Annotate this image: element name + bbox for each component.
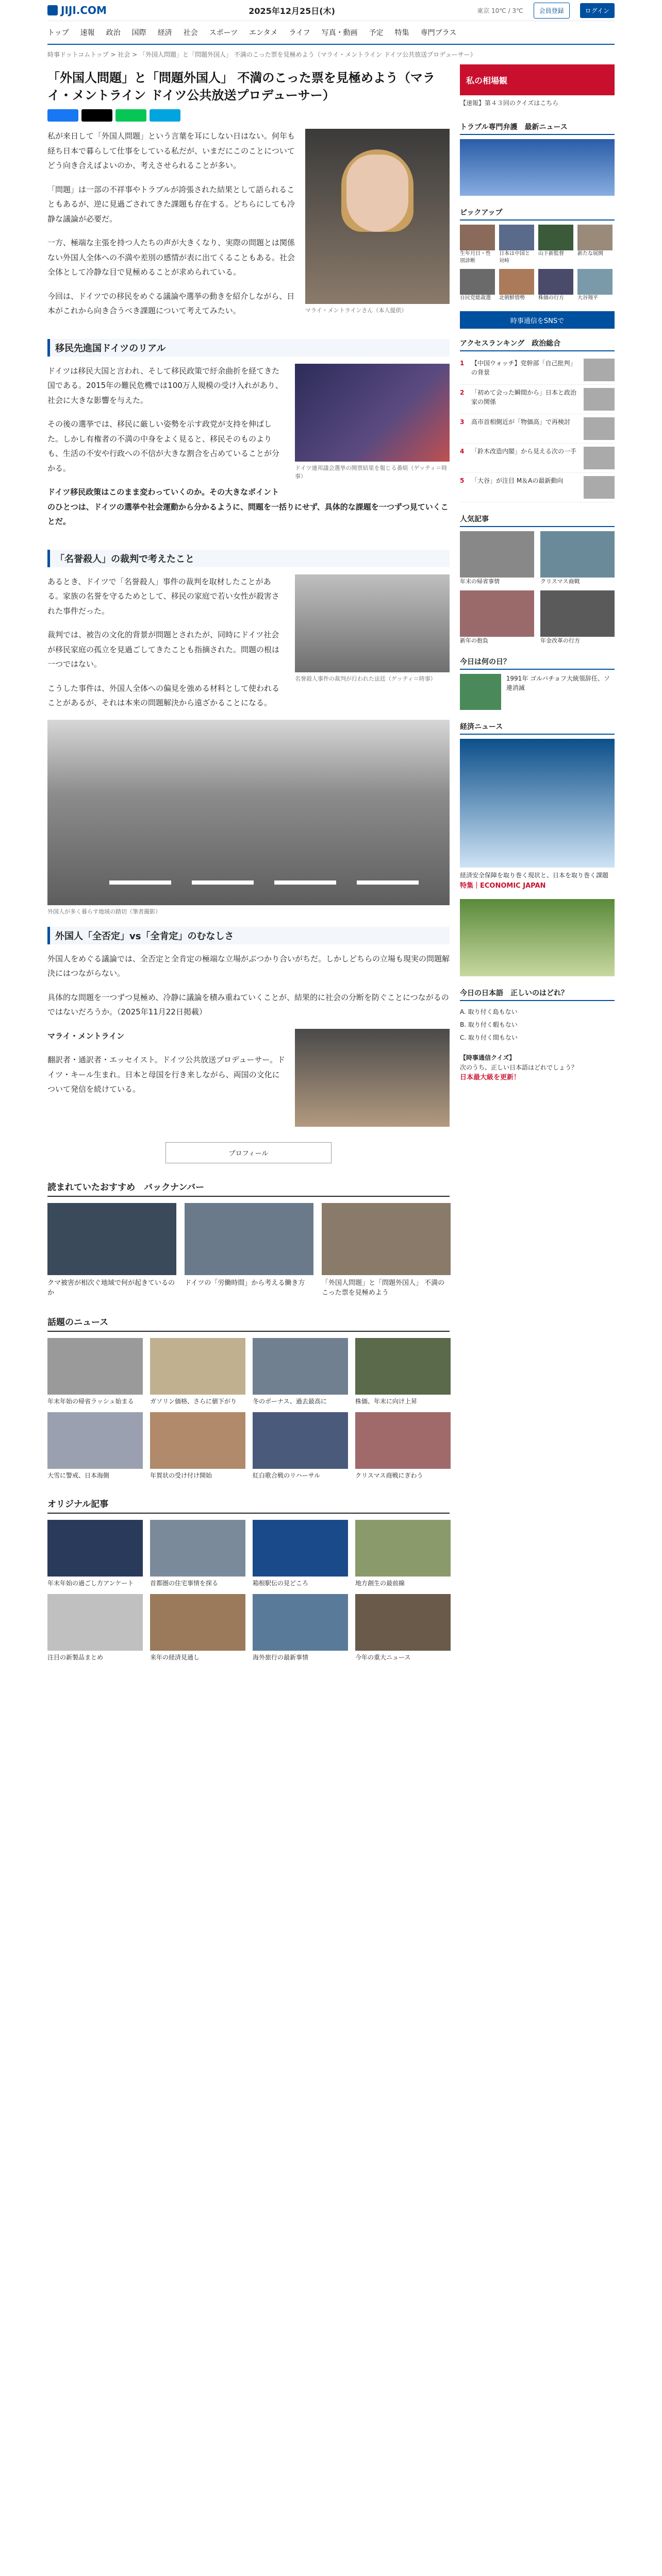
news-title: 大雪に警戒、日本海側 xyxy=(47,1471,110,1479)
article-title: 「外国人問題」と「問題外国人」 不満のこった票を見極めよう（マライ・メントライン ドイツ公共放送プロデューサー） xyxy=(47,71,435,103)
story-thumb xyxy=(185,1203,313,1275)
share-buttons xyxy=(47,109,450,122)
economy-image[interactable] xyxy=(460,739,615,868)
figure-a xyxy=(295,364,450,480)
original-thumb xyxy=(150,1594,245,1651)
ranking-text: 「大谷」が注目 M＆Aの最新動向 xyxy=(471,477,564,484)
rank-number: 4 xyxy=(460,448,465,455)
news-thumb xyxy=(253,1412,348,1469)
people-item[interactable] xyxy=(540,531,615,585)
more-cards xyxy=(47,1203,450,1298)
news-card[interactable] xyxy=(253,1338,348,1406)
quiz-title: 【時事通信クイズ】 xyxy=(460,1054,516,1061)
people-item[interactable] xyxy=(540,590,615,645)
news-card[interactable] xyxy=(355,1338,451,1406)
poll-title: 今日の日本語 正しいのはどれ？ xyxy=(460,986,615,1001)
news-title: 年末年始の帰省ラッシュ始まる xyxy=(47,1397,134,1405)
original-card-title: 今年の重大ニュース xyxy=(355,1653,411,1661)
nav-item[interactable]: 経済 xyxy=(157,29,172,37)
article-paragraph: 外国人をめぐる議論では、全否定と全肯定の極端な立場がぶつかり合いがちだ。しかしどちらの立場も現実の問題解決にはつながらない。 xyxy=(47,954,450,978)
ad-title: トラブル専門弁護 最新ニュース xyxy=(460,120,615,135)
pickup-label: 山下新監督 xyxy=(538,251,564,257)
article-paragraph: 今回は、ドイツでの移民をめぐる議論や選挙の動きを紹介しながら、日本がこれから向き合うべき課題について考えてみたい。 xyxy=(47,291,295,316)
pickup-label: 自民党総裁選 xyxy=(460,295,491,301)
ranking-item[interactable] xyxy=(460,414,615,444)
article-paragraph: ドイツ移民政策はこのまま変わっていくのか。その大きなポイントのひとつは、ドイツの選挙や社会運動から分かるように、問題を一括りにせず、具体的な課題を一つずつ見ていくことだ。 xyxy=(47,487,449,527)
original-card[interactable] xyxy=(355,1594,451,1662)
pickup-thumb xyxy=(460,225,495,250)
news-title: クリスマス商戦にぎわう xyxy=(355,1471,423,1479)
pickup-item[interactable] xyxy=(460,269,495,302)
story-card[interactable] xyxy=(185,1203,313,1298)
rank-number: 5 xyxy=(460,477,465,484)
today-text: 1991年 ゴルバチョフ大統領辞任、ソ連消滅 xyxy=(506,674,610,691)
economy-link[interactable]: 特集｜ECONOMIC JAPAN xyxy=(460,882,546,890)
pickup-item[interactable] xyxy=(538,225,573,265)
news-card[interactable] xyxy=(150,1412,245,1480)
news-title: ガソリン価格、さらに値下がり xyxy=(150,1397,237,1405)
nav-item[interactable]: エンタメ xyxy=(249,29,278,37)
news-thumb xyxy=(355,1412,451,1469)
people-thumb xyxy=(460,590,534,637)
banner-sub[interactable]: 【速報】第４３回のクイズはこちら xyxy=(460,99,559,107)
news-thumb xyxy=(355,1338,451,1395)
sponsored-image[interactable] xyxy=(460,899,615,976)
ranking-item[interactable] xyxy=(460,355,615,385)
nav-item[interactable]: 政治 xyxy=(106,29,121,37)
people-thumb xyxy=(540,531,615,578)
profile-text: 翻訳者・通訳者・エッセイスト。ドイツ公共放送プロデューサー。ドイツ・キール生まれ。日本と母国を行き来しながら、両国の文化について発信を続けている。 xyxy=(47,1055,285,1094)
sns-button[interactable]: 時事通信をSNSで xyxy=(460,311,615,329)
photo-news-grid xyxy=(47,1338,450,1480)
more-section-title: 読まれていたおすすめ バックナンバー xyxy=(47,1177,450,1197)
figure-a-image xyxy=(295,364,450,462)
x-share-icon[interactable] xyxy=(81,109,112,122)
figure-a-caption: ドイツ連邦議会選挙の開票結果を報じる番組（ゲッティ＝時事） xyxy=(295,464,448,480)
pickup-label: 日本は中国と対峙 xyxy=(499,251,530,264)
pickup-item[interactable] xyxy=(577,225,613,265)
story-thumb xyxy=(322,1203,451,1275)
figure-b-caption: 名誉殺人事件の裁判が行われた法廷（ゲッティ＝時事） xyxy=(295,675,436,682)
pickup-label: 株価の行方 xyxy=(538,295,564,301)
pickup-thumb xyxy=(499,269,534,295)
people-title: 人気記事 xyxy=(460,512,615,527)
pickup-thumb xyxy=(538,225,573,250)
original-card-title: 箱根駅伝の見どころ xyxy=(253,1579,309,1587)
ranking-thumb xyxy=(584,359,615,381)
profile-name: マライ・メントライン xyxy=(47,1031,125,1041)
nav-item[interactable]: 国際 xyxy=(131,29,146,37)
article-paragraph: その後の選挙では、移民に厳しい姿勢を示す政党が支持を伸ばした。しかし有権者の不満の中身をよく見ると、移民そのものよりも、生活の不安や行政への不信が大きな割合を占めていることが分かる。 xyxy=(47,419,280,473)
article-paragraph: 「問題」は一部の不祥事やトラブルが誇張された結果として語られることもあるが、逆に見過ごされてきた課題も存在する。どちらにしても冷静な議論が必要だ。 xyxy=(47,184,295,224)
section-heading: 「名誉殺人」の裁判で考えたこと xyxy=(47,550,450,567)
nav-item[interactable]: 写真・動画 xyxy=(321,29,358,37)
rank-number: 1 xyxy=(460,360,465,367)
logo-mark-icon xyxy=(47,5,58,15)
line-share-icon[interactable] xyxy=(115,109,146,122)
nav-item[interactable]: 速報 xyxy=(80,29,95,37)
ranking-thumb xyxy=(584,388,615,411)
original-card[interactable] xyxy=(253,1594,348,1662)
register-button[interactable]: 会員登録 xyxy=(534,3,570,19)
original-card[interactable] xyxy=(47,1594,143,1662)
pickup-thumb xyxy=(538,269,573,295)
original-grid xyxy=(47,1520,450,1662)
nav-item[interactable]: トップ xyxy=(47,29,69,37)
news-thumb xyxy=(47,1412,143,1469)
article-paragraph: 裁判では、被告の文化的背景が問題とされたが、同時にドイツ社会が移民家庭の孤立を見過ごしてきたことも指摘された。問題の根は一つではない。 xyxy=(47,630,280,669)
quiz-link[interactable]: 日本最大級を更新！ xyxy=(460,1074,521,1082)
poll-option[interactable]: B. 取り付く暇もない xyxy=(460,1021,518,1028)
news-title: 株価、年末に向け上昇 xyxy=(355,1397,418,1405)
ranking-text: 「初めて会った瞬間から」日本と政治家の関係 xyxy=(471,389,577,405)
facebook-share-icon[interactable] xyxy=(47,109,78,122)
story-thumb xyxy=(47,1203,176,1275)
article-column xyxy=(47,64,450,1662)
news-thumb xyxy=(253,1338,348,1395)
original-card-title: 年末年始の過ごし方アンケート xyxy=(47,1579,134,1587)
story-card[interactable] xyxy=(322,1203,451,1298)
original-card[interactable] xyxy=(253,1520,348,1588)
news-title: 紅白歌合戦のリハーサル xyxy=(253,1471,321,1479)
news-card[interactable] xyxy=(150,1338,245,1406)
news-title: 年賀状の受け付け開始 xyxy=(150,1471,212,1479)
article-paragraph: あるとき、ドイツで「名誉殺人」事件の裁判を取材したことがある。家族の名誉を守るためとして、移民の家庭で若い女性が殺害された事件だった。 xyxy=(47,577,279,616)
people-item[interactable] xyxy=(460,590,534,645)
nav-item[interactable]: 特集 xyxy=(394,29,409,37)
ranking-title: アクセスランキング 政治総合 xyxy=(460,336,615,351)
news-card[interactable] xyxy=(47,1412,143,1480)
original-thumb xyxy=(47,1594,143,1651)
people-thumb xyxy=(460,531,534,578)
pickup-thumb xyxy=(499,225,534,250)
section-heading: 外国人「全否定」vs「全肯定」のむなしさ xyxy=(47,927,450,944)
original-card-title: 地方創生の最前線 xyxy=(355,1579,405,1587)
pickup-label: 生年月日・性別診断 xyxy=(460,251,491,264)
news-title: 冬のボーナス、過去最高に xyxy=(253,1397,327,1405)
news-thumb xyxy=(150,1338,245,1395)
original-card-title: 注目の新製品まとめ xyxy=(47,1653,104,1661)
original-title: オリジナル記事 xyxy=(47,1494,450,1514)
figure-b-image xyxy=(295,574,450,672)
author-photo-image xyxy=(305,129,450,304)
nav-item[interactable]: 社会 xyxy=(183,29,198,37)
nav-item[interactable]: スポーツ xyxy=(209,29,238,37)
photo-news-title: 話題のニュース xyxy=(47,1312,450,1332)
pickup-label: 北朝鮮情勢 xyxy=(499,295,525,301)
pickup-thumb xyxy=(577,269,613,295)
news-card[interactable] xyxy=(47,1338,143,1406)
original-card[interactable] xyxy=(150,1594,245,1662)
poll-option[interactable]: C. 取り付く間もない xyxy=(460,1033,518,1041)
today-title: 今日は何の日？ xyxy=(460,654,615,670)
section-heading: 移民先進国ドイツのリアル xyxy=(47,339,450,357)
profile-button[interactable]: プロフィール xyxy=(166,1142,332,1163)
ranking-item[interactable] xyxy=(460,444,615,473)
original-card-title: 海外旅行の最新事情 xyxy=(253,1653,309,1661)
article-paragraph: こうした事件は、外国人全体への偏見を強める材料として使われることがあるが、それは本来の問題解決から遠ざかることになる。 xyxy=(47,683,280,708)
ranking-thumb xyxy=(584,417,615,440)
pickup-item[interactable] xyxy=(499,269,534,302)
pickup-thumb xyxy=(460,269,495,295)
ranking-item[interactable] xyxy=(460,473,615,502)
ranking-text: 高市首相側近が「物価高」で再検討 xyxy=(471,418,571,426)
site-name: JIJI.COM xyxy=(61,4,107,16)
original-thumb xyxy=(253,1520,348,1577)
rank-number: 3 xyxy=(460,418,465,426)
pickup-label: 大谷翔平 xyxy=(577,295,598,301)
original-thumb xyxy=(47,1520,143,1577)
poll-option[interactable]: A. 取り付く島もない xyxy=(460,1008,518,1015)
today-thumb xyxy=(460,674,501,710)
economy-title: 経済ニュース xyxy=(460,719,615,735)
ranking-text: 【中国ウォッチ】党幹部「自己批判」の背景 xyxy=(471,360,576,376)
figure-b xyxy=(295,574,450,683)
street-photo xyxy=(47,720,450,905)
ad-image[interactable] xyxy=(460,139,615,196)
article-paragraph: 具体的な問題を一つずつ見極め、冷静に議論を積み重ねていくことが、結果的に社会の分断を防ぐことにつながるのではないだろうか。（2025年11月22日掲載） xyxy=(47,992,449,1017)
nav-item[interactable]: 予定 xyxy=(369,29,384,37)
quiz-text: 次のうち、正しい日本語はどれでしょう？ xyxy=(460,1063,578,1071)
nav-item[interactable]: ライフ xyxy=(289,29,310,37)
rank-number: 2 xyxy=(460,389,465,396)
economy-caption: 経済安全保障を取り巻く現状と、日本を取り巻く課題 xyxy=(460,871,609,879)
article-paragraph: 一方、極端な主張を持つ人たちの声が大きくなり、実際の問題とは関係ない外国人全体への不満や差別の感情が表に出てくることもある。社会全体として冷静な目で見極めることが求められている。 xyxy=(47,238,295,277)
pickup-item[interactable] xyxy=(460,225,495,265)
people-label: 年末の帰省事情 xyxy=(460,578,500,585)
top-bar xyxy=(47,0,615,21)
site-logo[interactable] xyxy=(47,4,107,16)
people-label: 年金改革の行方 xyxy=(540,637,580,645)
original-card[interactable] xyxy=(355,1520,451,1588)
original-card[interactable] xyxy=(47,1520,143,1588)
story-card[interactable] xyxy=(47,1203,176,1298)
original-thumb xyxy=(253,1594,348,1651)
profile-photo-image xyxy=(295,1029,450,1127)
people-label: クリスマス商戦 xyxy=(540,578,580,585)
pickup-title: ピックアップ xyxy=(460,205,615,221)
original-thumb xyxy=(150,1520,245,1577)
ranking-thumb xyxy=(584,476,615,499)
weather: 東京 10℃ / 3℃ xyxy=(477,7,523,14)
story-title: クマ被害が相次ぐ地域で何が起きているのか xyxy=(47,1279,175,1297)
ranking-item[interactable] xyxy=(460,385,615,414)
soba-banner[interactable]: 私の相場観 xyxy=(460,64,615,95)
breadcrumb[interactable]: 時事ドットコムトップ > 社会 > 「外国人問題」と「問題外国人」 不満のこった票を見極めよう（マライ・メントライン ドイツ公共放送プロデューサー） xyxy=(47,51,476,58)
pickup-item[interactable] xyxy=(577,269,613,302)
ranking-text: 「鈴木改造内閣」から見える次の一手 xyxy=(471,448,577,455)
login-button[interactable]: ログイン xyxy=(580,3,615,18)
original-thumb xyxy=(355,1520,451,1577)
news-card[interactable] xyxy=(355,1412,451,1480)
street-caption: 外国人が多く暮らす地域の踏切（筆者撮影） xyxy=(47,908,161,915)
current-date: 2025年12月25日(木) xyxy=(249,6,335,16)
people-grid xyxy=(460,531,615,645)
news-card[interactable] xyxy=(253,1412,348,1480)
people-item[interactable] xyxy=(460,531,534,585)
story-title: 「外国人問題」と「問題外国人」 不満のこった票を見極めよう xyxy=(322,1279,445,1297)
sidebar xyxy=(460,64,615,1662)
original-card-title: 首都圏の住宅事情を探る xyxy=(150,1579,219,1587)
people-label: 新年の抱負 xyxy=(460,637,488,645)
hatena-share-icon[interactable] xyxy=(150,109,180,122)
pickup-label: 新たな展開 xyxy=(577,251,603,257)
original-card[interactable] xyxy=(150,1520,245,1588)
main-nav xyxy=(47,21,615,45)
ranking-thumb xyxy=(584,447,615,469)
photo-caption: マライ・メントラインさん（本人提供） xyxy=(305,307,407,314)
news-thumb xyxy=(47,1338,143,1395)
news-thumb xyxy=(150,1412,245,1469)
today-item[interactable] xyxy=(460,674,615,710)
original-thumb xyxy=(355,1594,451,1651)
nav-item[interactable]: 専門ブラス xyxy=(420,29,457,37)
pickup-item[interactable] xyxy=(499,225,534,265)
pickup-thumb xyxy=(577,225,613,250)
pickup-item[interactable] xyxy=(538,269,573,302)
author-photo xyxy=(305,129,450,314)
article-paragraph: 私が来日して「外国人問題」という言葉を耳にしない日はない。何年も経ち日本で暮らして仕事をしている私だが、いまだにこのことについてどう向き合えばよいのか、考えさせられることが多い。 xyxy=(47,131,295,171)
original-card-title: 来年の経済見通し xyxy=(150,1653,200,1661)
profile-photo xyxy=(295,1029,450,1127)
article-paragraph: ドイツは移民大国と言われ、そして移民政策で紆余曲折を経てきた国である。2015年の難民危機では100万人規模の受け入れがあり、社会に大きな影響を与えた。 xyxy=(47,366,283,405)
people-thumb xyxy=(540,590,615,637)
story-title: ドイツの「労働時間」から考える働き方 xyxy=(185,1279,305,1287)
pickup-grid xyxy=(460,225,615,302)
